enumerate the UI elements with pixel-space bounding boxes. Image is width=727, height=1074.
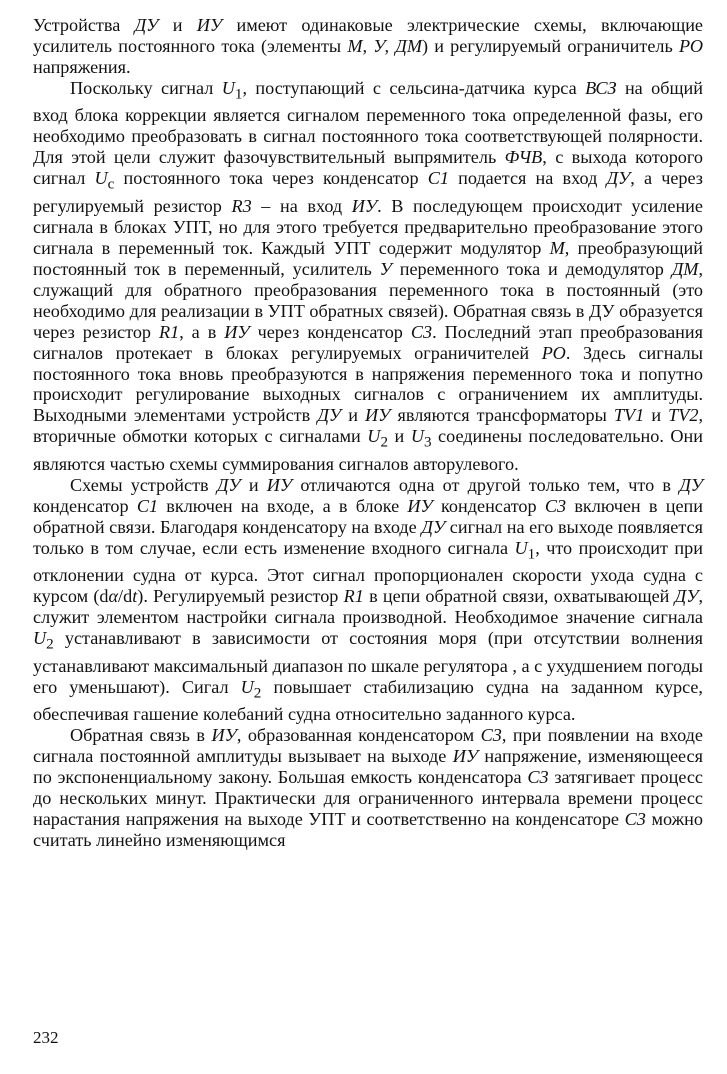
text-run: соединены последовательно. Они являются частью схемы суммирования сигналов авторулевого. <box>33 426 704 474</box>
text-run: подается на вход <box>448 168 607 189</box>
italic-term: R1 <box>158 321 180 342</box>
paragraph-2 <box>33 78 703 475</box>
italic-term: α <box>108 586 119 607</box>
text-run: сигнал на его выходе появляется только в том случае, если есть изменение входного сигнала <box>33 516 703 558</box>
text-run: напряжения. <box>33 56 131 77</box>
text-run: , вторичные обмотки которых с сигналами <box>33 405 704 447</box>
text-run: , а в <box>179 321 225 342</box>
italic-term: С3 <box>544 495 567 516</box>
paragraph-4 <box>33 725 703 851</box>
text-run: и <box>388 426 411 447</box>
text-run: являются трансформаторы <box>390 405 614 426</box>
italic-term: ВСЗ <box>585 77 617 98</box>
text-run: , при появлении на входе сигнала постоянной амплитуды вызывает на выходе <box>33 725 703 767</box>
text-run: Обратная связь в <box>70 725 212 746</box>
italic-term: ИУ <box>224 321 250 342</box>
text-run: , поступающий с сельсина-датчика курса <box>242 77 586 98</box>
text-body <box>33 15 703 851</box>
text-run: , что происходит при отклонении судна от курса. Этот сигнал пропорционален скорости ухода судна с курсом (d <box>33 537 703 607</box>
text-run: имеют одинаковые электрические схемы, включающие усилитель постоянного тока (элементы <box>33 15 704 56</box>
italic-term: М <box>549 237 565 258</box>
italic-term: ДУ <box>134 15 159 35</box>
italic-term: ДУ <box>674 586 699 607</box>
paragraph-3 <box>33 475 703 725</box>
italic-term: U <box>221 77 235 98</box>
italic-term: ФЧВ <box>504 147 543 168</box>
text-run: Схемы устройств <box>70 474 217 495</box>
italic-term: U <box>94 168 108 189</box>
italic-term: РО <box>678 35 703 56</box>
italic-term: TV2 <box>668 405 699 426</box>
text-run: Поскольку сигнал <box>70 77 222 98</box>
page-number: 232 <box>33 1028 59 1047</box>
text-run: – на вход <box>251 195 352 216</box>
text-run: включен в цепи обратной связи. Благодаря конденсатору на входе <box>33 495 703 537</box>
text-run: и <box>644 405 669 426</box>
text-run: постоянного тока через конденсатор <box>114 168 428 189</box>
text-run: отличаются одна от другой только тем, что в <box>292 474 680 495</box>
italic-term: ИУ <box>407 495 433 516</box>
text-run: напряжение, изменяющееся по экспоненциальному закону. Большая емкость конденсатора <box>33 746 703 788</box>
italic-term: ДМ <box>671 258 699 279</box>
subscript: 2 <box>253 684 262 702</box>
italic-term: С3 <box>480 725 502 746</box>
text-run: конденсатор <box>432 495 545 516</box>
text-run: повышает стабилизацию судна на заданном курсе, обеспечивая гашение колебаний судна относительно заданного курса. <box>33 676 703 725</box>
text-run: , с выхода которого сигнал <box>33 147 703 189</box>
text-run: и <box>158 15 197 35</box>
italic-term: С3 <box>410 321 433 342</box>
italic-term: ИУ <box>365 405 391 426</box>
italic-term: М, У, ДМ <box>347 35 422 56</box>
italic-term: РО <box>541 342 566 363</box>
text-run: можно считать линейно изменяющимся <box>33 809 703 851</box>
text-run: ). Регулируемый резистор <box>137 586 344 607</box>
text-run: ) и регулируемый ограничитель <box>421 35 679 56</box>
italic-term: U <box>514 537 528 558</box>
text-run: /d <box>118 586 133 607</box>
italic-term: С1 <box>136 495 159 516</box>
text-run: , преобразующий постоянный ток в переменный, усилитель <box>33 237 703 279</box>
text-run: Устройства <box>33 15 135 35</box>
subscript: 1 <box>527 545 536 563</box>
text-run: и <box>341 405 366 426</box>
text-run: через конденсатор <box>249 321 411 342</box>
italic-term: ИУ <box>452 746 479 767</box>
text-run: переменного тока и демодулятор <box>391 258 672 279</box>
paragraph-1 <box>33 15 703 78</box>
italic-term: ИУ <box>351 195 378 216</box>
italic-term: ДУ <box>317 405 342 426</box>
text-run: , образованная конденсатором <box>236 725 481 746</box>
subscript: 2 <box>46 635 54 653</box>
italic-term: ДУ <box>606 168 631 189</box>
text-run: , служит элементом настройки сигнала производной. Необходимое значение сигнала <box>33 586 703 628</box>
subscript: 1 <box>234 85 243 103</box>
text-run: включен на входе, а в блоке <box>158 495 408 516</box>
italic-term: С1 <box>427 168 449 189</box>
italic-term: t <box>132 586 138 607</box>
subscript: c <box>107 175 115 193</box>
text-run: конденсатор <box>33 495 137 516</box>
italic-term: TV1 <box>613 405 645 426</box>
italic-term: ДУ <box>679 474 704 495</box>
italic-term: ИУ <box>196 15 223 35</box>
text-run: затягивает процесс до нескольких минут. Практически для ограниченного интервала времени процесс нарастания напряжения на выходе УПТ и соответственно на конденсаторе <box>33 767 703 830</box>
subscript: 3 <box>423 434 432 452</box>
text-run: , а через регулируемый резистор <box>33 168 703 216</box>
italic-term: ДУ <box>421 516 446 537</box>
text-run: . Здесь сигналы постоянного тока вновь преобразуются в напряжения переменного тока и попутно происходит регулирование выходных сигналов с ограничением их амплитуды. Выходными элементами устройств <box>33 342 703 426</box>
text-run: и <box>240 474 267 495</box>
subscript: 2 <box>380 434 389 452</box>
text-run: . В последующем происходит усиление сигнала в блоках УПТ, но для этого требуется предварительно преобразование этого сигнала в переменный ток. Каждый УПТ содержит модулятор <box>33 195 703 258</box>
text-run: устанавливают в зависимости от состояния моря (при отсутствии волнения устанавливают максимальный диапазон по шкале регулятора , а с ухудшением погоды его уменьшают). Сигал <box>33 628 703 697</box>
text-run: , служащий для обратного преобразования переменного тока в постоянный (это необходимо для реализации в УПТ обратных связей). Обратная связь в ДУ образуется через резистор <box>33 258 703 342</box>
italic-term: С3 <box>624 809 646 830</box>
italic-term: ИУ <box>211 725 237 746</box>
italic-term: U <box>33 628 47 649</box>
text-run: в цепи обратной связи, охватывающей <box>363 586 675 607</box>
text-run: на общий вход блока коррекции является сигналом переменного тока определенной фазы, его необходимо преобразовать в сигнал постоянного тока соответствующей полярности. Для этой цели служит фазочувствительный выпрямитель <box>33 77 704 168</box>
italic-term: R1 <box>343 586 364 607</box>
italic-term: ДУ <box>216 474 241 495</box>
italic-term: ИУ <box>266 474 293 495</box>
text-run: . Последний этап преобразования сигналов протекает в блоках регулируемых ограничителей <box>33 321 703 363</box>
italic-term: U <box>240 676 254 697</box>
italic-term: U <box>410 426 424 447</box>
italic-term: R3 <box>231 195 252 216</box>
italic-term: У <box>379 258 392 279</box>
italic-term: U <box>367 426 381 447</box>
italic-term: С3 <box>527 767 549 788</box>
